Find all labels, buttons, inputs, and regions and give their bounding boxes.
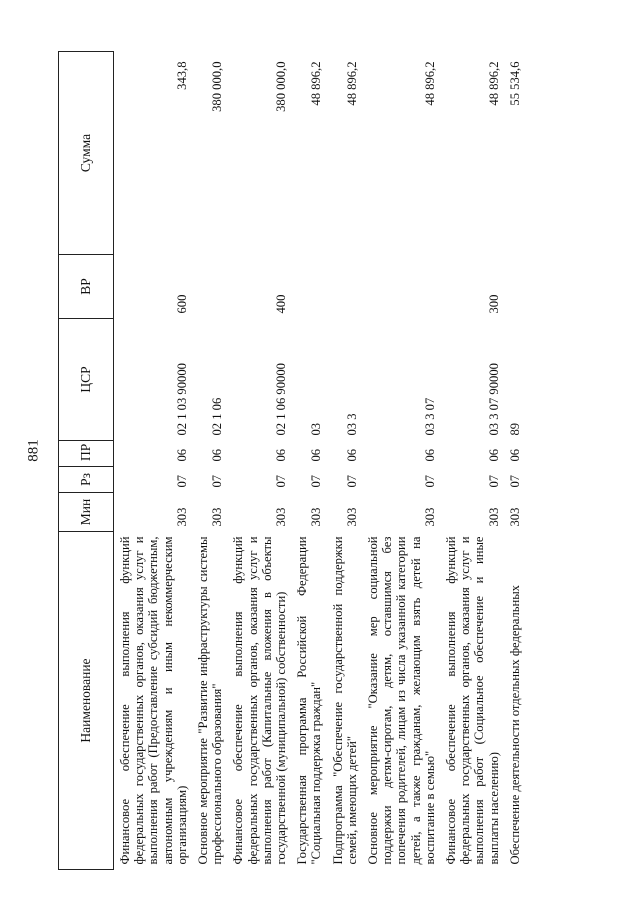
row-pr: 06 [486,448,501,462]
table-row [440,52,504,870]
row-name: Финансовое обеспечение выполнения функций федеральных государственных органов, оказания услуг и выполнения работ (Предоставление субсидий бюджетным, автономным учреждениям и иным некоммерческим организациям) [118,536,189,865]
row-min: 303 [422,507,437,527]
row-rz: 07 [344,474,359,488]
row-csr: 02 1 06 90000 [274,363,289,436]
row-name: Финансовое обеспечение выполнения функций федеральных государственных органов, оказания услуг и выполнения работ (Социальное обеспечение и иные выплаты населению) [444,536,501,865]
row-name: Государственная программа Российской Федерации "Социальная поддержка граждан" [295,536,324,865]
row-vr [504,255,525,319]
header-csr: ЦСР [59,319,114,441]
table-row [114,52,193,870]
row-rz: 07 [422,474,437,488]
row-vr: 600 [174,294,189,314]
row-min: 303 [507,507,522,527]
table-header [59,52,114,870]
row-pr: 06 [210,448,225,462]
row-vr [327,255,362,319]
header-min: Мин [59,493,114,532]
row-pr: 06 [422,448,437,462]
row-rz: 07 [210,474,225,488]
row-name: Обеспечение деятельности отдельных федеральных [507,585,522,865]
row-sum: 380 000,0 [274,61,289,112]
row-pr: 06 [174,448,189,462]
table-row [192,52,227,870]
row-pr: 06 [507,448,522,462]
row-min: 303 [274,507,289,527]
header-pr: ПР [59,441,114,467]
row-name: Подпрограмма "Обеспечение государственной поддержки семей, имеющих детей" [330,536,359,865]
table-row [362,52,440,870]
row-sum: 48 896,2 [309,61,324,106]
row-rz: 07 [486,474,501,488]
table-row [327,52,362,870]
row-csr: 03 3 [344,413,359,436]
row-min: 303 [210,507,225,527]
table-row [291,52,326,870]
budget-table [58,51,525,870]
row-csr: 03 3 07 [422,397,437,436]
table-row [227,52,291,870]
row-min: 303 [486,507,501,527]
row-csr: 02 1 03 90000 [174,363,189,436]
row-name: Основное мероприятие "Развитие инфраструктуры системы профессионального образования" [196,536,225,865]
table-row [504,52,525,870]
row-csr: 89 [507,422,522,436]
row-sum: 48 896,2 [486,61,501,106]
header-name: Наименование [59,532,114,870]
row-name: Основное мероприятие "Оказание мер социальной поддержки детям-сиротам, детям, оставшимся без попечения родителей, лицам из числа указанной категории детей, а также гражданам, желающим взять детей на воспитание в семью" [366,536,437,865]
row-vr [362,255,440,319]
row-csr: 03 3 07 90000 [486,363,501,436]
header-vr: ВР [59,255,114,319]
row-rz: 07 [274,474,289,488]
table-body [114,52,526,870]
budget-table-rotated [58,52,606,870]
row-vr: 400 [274,294,289,314]
header-rz: Рз [59,467,114,493]
row-pr: 06 [309,448,324,462]
row-sum: 55 534,6 [507,61,522,106]
row-csr: 02 1 06 [210,397,225,436]
row-rz: 07 [309,474,324,488]
row-pr: 06 [344,448,359,462]
row-name: Финансовое обеспечение выполнения функций федеральных государственных органов, оказания услуг и выполнения работ (Капитальные вложения в объекты государственной (муниципальной) собственности) [231,536,289,865]
row-min: 303 [344,507,359,527]
row-pr: 06 [274,448,289,462]
row-vr: 300 [486,294,501,314]
row-sum: 48 896,2 [422,61,437,106]
row-rz: 07 [507,474,522,488]
row-sum: 343,8 [174,61,189,90]
row-vr [291,255,326,319]
row-vr [192,255,227,319]
page-number: 881 [25,439,42,462]
row-min: 303 [174,507,189,527]
header-sum: Сумма [59,52,114,255]
row-rz: 07 [174,474,189,488]
row-csr: 03 [309,422,324,436]
row-sum: 48 896,2 [344,61,359,106]
row-min: 303 [309,507,324,527]
row-sum: 380 000,0 [210,61,225,112]
